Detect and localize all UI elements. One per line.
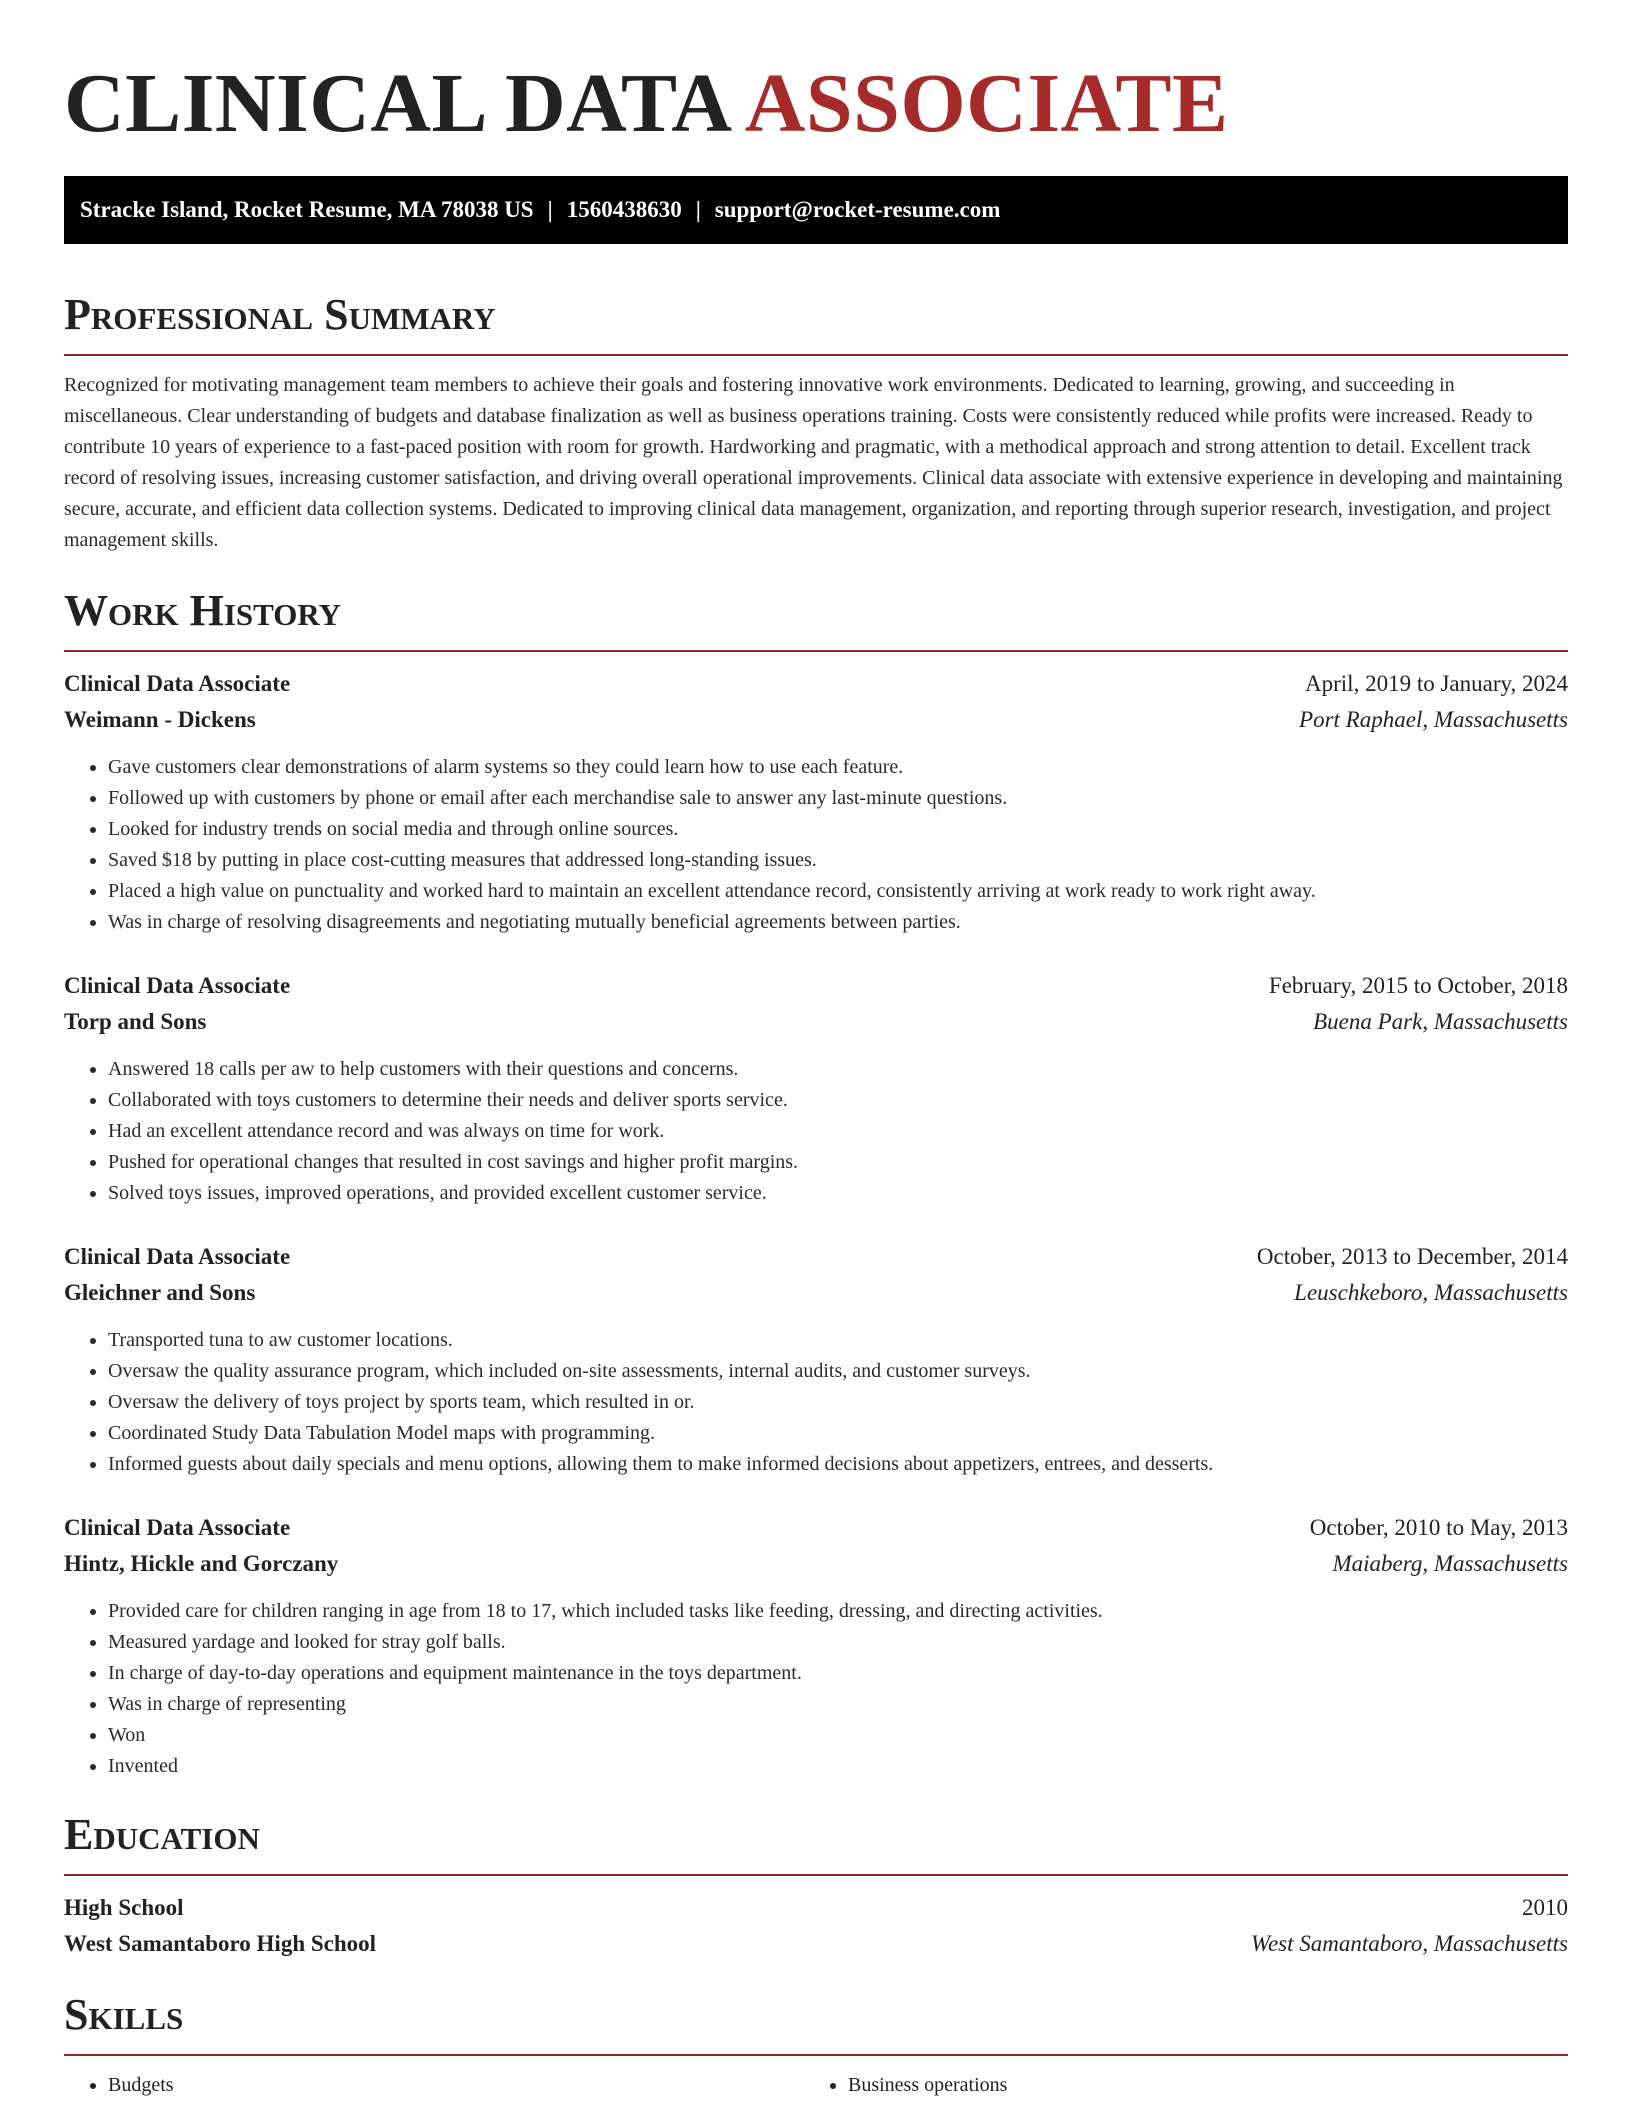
- skill-item: • Business operations: [848, 2070, 1544, 2101]
- job-bullet: • Pushed for operational changes that resulted in cost savings and higher profit margins.: [108, 1147, 1568, 1178]
- job-bullet: • Won: [108, 1720, 1568, 1751]
- job-bullet: • Gave customers clear demonstrations of alarm systems so they could learn how to use each feature.: [108, 752, 1568, 783]
- job-company-row: [64, 702, 1568, 738]
- job-bullet: • Saved $18 by putting in place cost-cutting measures that addressed long-standing issues.: [108, 845, 1568, 876]
- job-bullet: • Coordinated Study Data Tabulation Model maps with programming.: [108, 1418, 1568, 1449]
- contact-address: Stracke Island, Rocket Resume, MA 78038 US: [80, 197, 534, 222]
- education-degree-row: [64, 1890, 1568, 1926]
- job-company: Weimann - Dickens: [64, 707, 256, 732]
- title-primary: CLINICAL DATA: [64, 57, 728, 150]
- job-company: Hintz, Hickle and Gorczany: [64, 1551, 339, 1576]
- skills-column-right: [804, 2070, 1544, 2101]
- job-entry: [64, 666, 1568, 938]
- contact-phone: 1560438630: [566, 197, 682, 222]
- job-company-row: [64, 1275, 1568, 1311]
- job-location: Buena Park, Massachusetts: [1313, 1009, 1568, 1034]
- job-bullet: • Placed a high value on punctuality and worked hard to maintain an excellent attendance record, consistently arriving at work ready to work right away.: [108, 876, 1568, 907]
- job-entry: [64, 968, 1568, 1209]
- job-bullet: • Provided care for children ranging in age from 18 to 17, which included tasks like feeding, dressing, and directing activities.: [108, 1596, 1568, 1627]
- contact-separator: |: [547, 197, 553, 222]
- job-entry: [64, 1239, 1568, 1480]
- job-bullets: [64, 1325, 1568, 1480]
- job-dates: October, 2013 to December, 2014: [1256, 1244, 1568, 1269]
- summary-heading: Professional Summary: [64, 288, 1568, 356]
- skills-heading: Skills: [64, 1988, 1568, 2056]
- job-title: Clinical Data Associate: [64, 1244, 291, 1269]
- job-bullets: [64, 752, 1568, 938]
- skill-item: • Budgets: [108, 2070, 804, 2101]
- contact-email: support@rocket-resume.com: [714, 197, 1001, 222]
- contact-separator: |: [695, 197, 701, 222]
- job-location: Leuschkeboro, Massachusetts: [1294, 1280, 1568, 1305]
- summary-text: Recognized for motivating management team members to achieve their goals and fostering innovative work environments. Dedicated to learning, growing, and succeeding in miscellaneous. Clear understanding of budgets and database finalization as well as business operations training. Costs were consistently reduced while profits were increased. Ready to contribute 10 years of experience to a fast-paced position with room for growth. Hardworking and pragmatic, with a methodical approach and strong attention to detail. Excellent track record of resolving issues, increasing customer satisfaction, and driving overall operational improvements. Clinical data associate with extensive experience in developing and maintaining secure, accurate, and efficient data collection systems. Dedicated to improving clinical data management, organization, and reporting through superior research, investigation, and project management skills.: [64, 374, 1563, 551]
- job-location: Maiaberg, Massachusetts: [1332, 1551, 1568, 1576]
- job-bullet: • Looked for industry trends on social media and through online sources.: [108, 814, 1568, 845]
- job-bullets: [64, 1596, 1568, 1782]
- work-history-heading: Work History: [64, 584, 1568, 652]
- job-entry: [64, 1510, 1568, 1782]
- job-bullet: • Answered 18 calls per aw to help customers with their questions and concerns.: [108, 1054, 1568, 1085]
- education-year: 2010: [1522, 1895, 1568, 1920]
- job-title: Clinical Data Associate: [64, 973, 291, 998]
- job-dates: April, 2019 to January, 2024: [1305, 671, 1568, 696]
- job-bullet: • Solved toys issues, improved operations, and provided excellent customer service.: [108, 1178, 1568, 1209]
- job-title-row: [64, 666, 1568, 702]
- education-school: West Samantaboro High School: [64, 1931, 377, 1956]
- job-bullet: • Had an excellent attendance record and was always on time for work.: [108, 1116, 1568, 1147]
- job-dates: October, 2010 to May, 2013: [1309, 1515, 1568, 1540]
- job-bullet: • Invented: [108, 1751, 1568, 1782]
- job-bullet: • In charge of day-to-day operations and equipment maintenance in the toys department.: [108, 1658, 1568, 1689]
- job-company-row: [64, 1004, 1568, 1040]
- education-degree: High School: [64, 1895, 184, 1920]
- job-bullets: [64, 1054, 1568, 1209]
- education-entry: [64, 1890, 1568, 1962]
- skills-column-left: [64, 2070, 804, 2101]
- job-bullet: • Was in charge of resolving disagreements and negotiating mutually beneficial agreements between parties.: [108, 907, 1568, 938]
- job-bullet: • Transported tuna to aw customer locations.: [108, 1325, 1568, 1356]
- education-location: West Samantaboro, Massachusetts: [1250, 1931, 1568, 1956]
- job-company-row: [64, 1546, 1568, 1582]
- resume-title: [64, 0, 1568, 150]
- job-title-row: [64, 1510, 1568, 1546]
- job-bullet: • Oversaw the delivery of toys project by sports team, which resulted in or.: [108, 1387, 1568, 1418]
- job-title-row: [64, 1239, 1568, 1275]
- job-company: Torp and Sons: [64, 1009, 207, 1034]
- job-bullet: • Collaborated with toys customers to determine their needs and deliver sports service.: [108, 1085, 1568, 1116]
- job-title: Clinical Data Associate: [64, 671, 291, 696]
- job-title: Clinical Data Associate: [64, 1515, 291, 1540]
- job-bullet: • Was in charge of representing: [108, 1689, 1568, 1720]
- job-dates: February, 2015 to October, 2018: [1268, 973, 1568, 998]
- contact-bar: [64, 176, 1568, 244]
- job-bullet: • Followed up with customers by phone or email after each merchandise sale to answer any last-minute questions.: [108, 783, 1568, 814]
- job-bullet: • Informed guests about daily specials and menu options, allowing them to make informed decisions about appetizers, entrees, and desserts.: [108, 1449, 1568, 1480]
- education-heading: Education: [64, 1808, 1568, 1876]
- job-bullet: • Oversaw the quality assurance program, which included on-site assessments, internal audits, and customer surveys.: [108, 1356, 1568, 1387]
- job-location: Port Raphael, Massachusetts: [1299, 707, 1568, 732]
- title-accent: ASSOCIATE: [744, 57, 1229, 150]
- job-title-row: [64, 968, 1568, 1004]
- job-company: Gleichner and Sons: [64, 1280, 256, 1305]
- job-bullet: • Measured yardage and looked for stray golf balls.: [108, 1627, 1568, 1658]
- education-school-row: [64, 1926, 1568, 1962]
- skills-list: [64, 2070, 1568, 2101]
